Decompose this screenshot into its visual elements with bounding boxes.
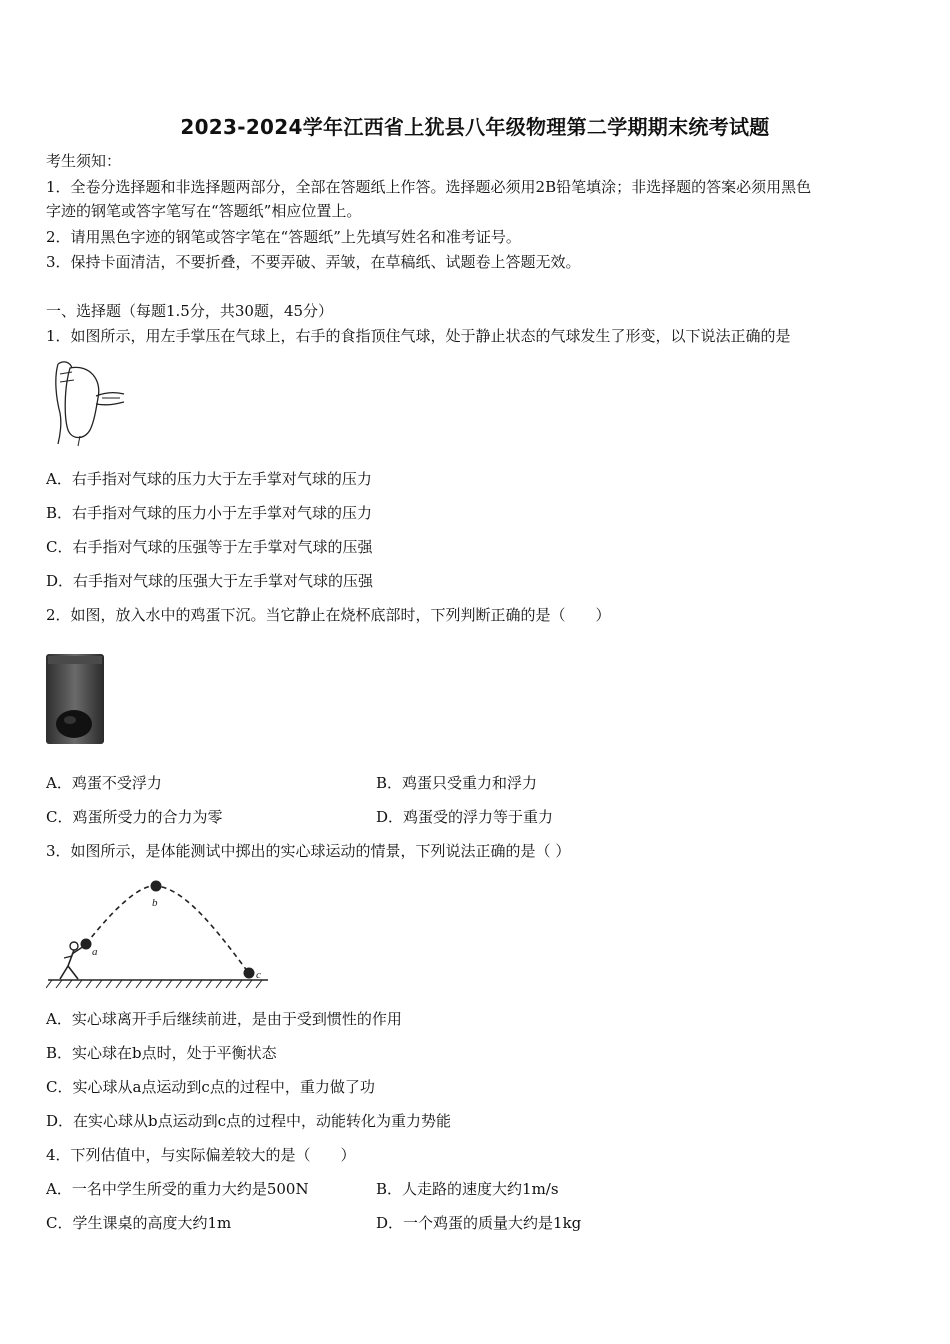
q3-label-a: a: [92, 946, 98, 958]
q4-option-c: C．学生课桌的高度大约1m: [46, 1214, 232, 1232]
q3-stem: 3．如图所示，是体能测试中掷出的实心球运动的情景，下列说法正确的是（ ）: [46, 842, 571, 860]
notice-item-2: 2．请用黑色字迹的钢笔或答字笔在“答题纸”上先填写姓名和准考证号。: [46, 228, 521, 246]
q2-option-b: B．鸡蛋只受重力和浮力: [376, 774, 538, 792]
q1-option-a: A．右手指对气球的压力大于左手掌对气球的压力: [46, 470, 372, 488]
q1-option-c: C．右手指对气球的压强等于左手掌对气球的压强: [46, 538, 373, 556]
q2-option-c: C．鸡蛋所受力的合力为零: [46, 808, 223, 826]
q2-option-d: D．鸡蛋受的浮力等于重力: [376, 808, 554, 826]
notice-item-3: 3．保持卡面清洁，不要折叠，不要弄破、弄皱，在草稿纸、试题卷上答题无效。: [46, 253, 581, 271]
q3-option-d: D．在实心球从b点运动到c点的过程中，动能转化为重力势能: [46, 1112, 452, 1130]
q1-stem: 1．如图所示，用左手掌压在气球上，右手的食指顶住气球，处于静止状态的气球发生了形变，以下说法正确的是: [46, 327, 791, 345]
q3-label-b: b: [152, 897, 158, 909]
q3-label-c: c: [256, 969, 261, 981]
notice-item-1-line-2: 字迹的钢笔或答字笔写在“答题纸”相应位置上。: [46, 202, 362, 220]
section-heading: 一、选择题（每题1.5分，共30题，45分）: [46, 302, 334, 320]
q2-beaker-figure: [44, 652, 106, 746]
q2-stem: 2．如图，放入水中的鸡蛋下沉。当它静止在烧杯底部时，下列判断正确的是（ ）: [46, 606, 611, 624]
q1-balloon-figure: [50, 358, 128, 448]
q3-option-c: C．实心球从a点运动到c点的过程中，重力做了功: [46, 1078, 375, 1096]
q4-option-a: A．一名中学生所受的重力大约是500N: [46, 1180, 309, 1198]
q1-option-d: D．右手指对气球的压强大于左手掌对气球的压强: [46, 572, 374, 590]
q1-option-b: B．右手指对气球的压力小于左手掌对气球的压力: [46, 504, 373, 522]
q3-option-a: A．实心球离开手后继续前进，是由于受到惯性的作用: [46, 1010, 402, 1028]
q4-option-b: B．人走路的速度大约1m/s: [376, 1180, 559, 1198]
notice-item-1-line-1: 1．全卷分选择题和非选择题两部分，全部在答题纸上作答。选择题必须用2B铅笔填涂；非选择题的答案必须用黑色: [46, 178, 812, 196]
q4-option-d: D．一个鸡蛋的质量大约是1kg: [376, 1214, 582, 1232]
q2-option-a: A．鸡蛋不受浮力: [46, 774, 162, 792]
q3-trajectory-figure: [46, 876, 272, 996]
page-title: 2023-2024学年江西省上犹县八年级物理第二学期期末统考试题: [180, 115, 770, 139]
q4-stem: 4．下列估值中，与实际偏差较大的是（ ）: [46, 1146, 356, 1164]
q3-option-b: B．实心球在b点时，处于平衡状态: [46, 1044, 277, 1062]
notice-heading: 考生须知：: [46, 152, 122, 170]
